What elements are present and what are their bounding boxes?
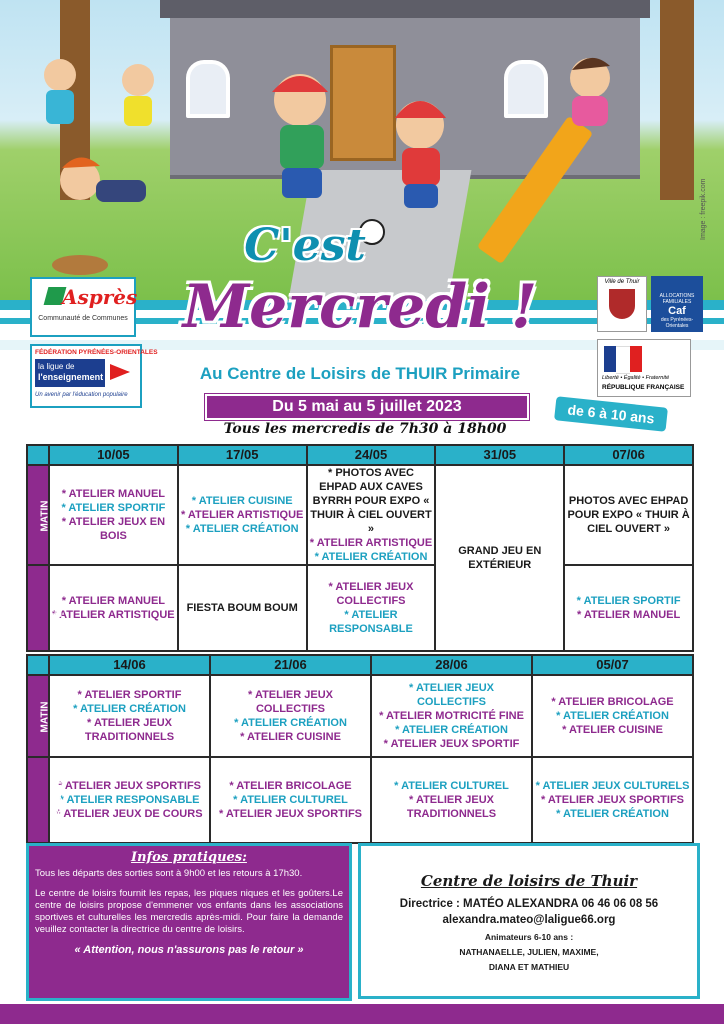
activity-cell bbox=[564, 465, 693, 565]
activity-item: * ATELIER JEUX DE COURS bbox=[56, 808, 203, 820]
ligue-box bbox=[35, 359, 105, 387]
age-badge: de 6 à 10 ans bbox=[554, 396, 668, 432]
activity-cell bbox=[532, 675, 693, 757]
caf-line1: ALLOCATIONS FAMILIALES bbox=[659, 293, 695, 305]
row-label-matin: MATIN bbox=[27, 675, 49, 757]
activity-cell bbox=[178, 465, 307, 565]
subtitle: Au Centre de Loisirs de THUIR Primaire bbox=[199, 364, 521, 383]
image-credit: Image : freepik.com bbox=[700, 178, 707, 240]
date-header: 31/05 bbox=[435, 445, 564, 465]
activity-item: * ATELIER CRÉATION bbox=[556, 710, 669, 722]
activity-item: * ATELIER BRICOLAGE bbox=[551, 696, 674, 708]
republique-francaise-logo bbox=[597, 339, 691, 397]
activity-item: * ATELIER JEUX CULTURELS bbox=[535, 780, 690, 792]
activity-item: * ATELIER CULTUREL bbox=[233, 794, 348, 806]
activity-cell bbox=[307, 465, 436, 565]
activity-cell bbox=[49, 565, 178, 651]
activity-item: * ATELIER CRÉATION bbox=[234, 717, 347, 729]
title-line1: C'est bbox=[244, 220, 366, 271]
ligue-federation: FÉDÉRATION PYRÉNÉES-ORIENTALES bbox=[35, 349, 158, 356]
title-line2: Mercredi ! bbox=[182, 272, 538, 342]
row-label-apres-midi: APRÈS-MIDI bbox=[27, 757, 49, 843]
activity-item: * ATELIER SPORTIF bbox=[61, 502, 166, 514]
animators-title: Animateurs 6-10 ans : bbox=[484, 932, 574, 942]
activity-cell bbox=[210, 675, 371, 757]
activity-item: * ATELIER JEUX SPORTIF bbox=[383, 738, 520, 750]
activity-item: * ATELIER BRICOLAGE bbox=[229, 780, 352, 792]
aspres-name: Asprès bbox=[62, 285, 138, 309]
activity-cell bbox=[371, 675, 532, 757]
ligue-name2: l'enseignement bbox=[38, 372, 104, 382]
activity-item: * ATELIER CUISINE bbox=[562, 724, 663, 736]
ligue-arrow-icon bbox=[110, 364, 130, 380]
date-header: 10/05 bbox=[49, 445, 178, 465]
activity-item: * ATELIER MANUEL bbox=[61, 595, 166, 607]
activity-item: * ATELIER CRÉATION bbox=[395, 724, 508, 736]
flag-red bbox=[630, 346, 642, 372]
activity-item: * ATELIER RESPONSABLE bbox=[59, 794, 200, 806]
activity-item: * ATELIER JEUX SPORTIFS bbox=[540, 794, 685, 806]
animators-line-2: DIANA ET MATHIEU bbox=[488, 962, 570, 972]
activity-item: * ATELIER JEUX EN BOIS bbox=[61, 516, 166, 542]
table-corner bbox=[27, 445, 49, 465]
schedule-table-2 bbox=[26, 654, 694, 844]
activity-item: * ATELIER MANUEL bbox=[61, 488, 166, 500]
activity-item: * ATELIER CULTUREL bbox=[394, 780, 509, 792]
date-header: 14/06 bbox=[49, 655, 210, 675]
activity-item: * ATELIER JEUX SPORTIFS bbox=[57, 780, 202, 792]
activity-cell bbox=[371, 757, 532, 843]
opening-hours: Tous les mercredis de 7h30 à 18h00 bbox=[223, 421, 507, 437]
activity-item: * ATELIER CUISINE bbox=[240, 731, 341, 743]
contact-email[interactable]: alexandra.mateo@laligue66.org bbox=[442, 914, 616, 926]
activity-cell bbox=[49, 757, 210, 843]
activity-item: * ATELIER JEUX TRADITIONNELS bbox=[406, 794, 497, 820]
activity-item: * ATELIER ARTISTIQUE bbox=[52, 609, 175, 621]
contact-box bbox=[358, 843, 700, 999]
activity-item: FIESTA BOUM BOUM bbox=[186, 602, 298, 614]
date-header: 07/06 bbox=[564, 445, 693, 465]
info-title: Infos pratiques: bbox=[131, 850, 247, 865]
thuir-name: Ville de Thuir bbox=[604, 279, 640, 285]
date-header: 17/05 bbox=[178, 445, 307, 465]
flag-blue bbox=[604, 346, 616, 372]
date-header: 28/06 bbox=[371, 655, 532, 675]
activity-item: * ATELIER JEUX COLLECTIFS bbox=[248, 689, 333, 715]
activity-item: * ATELIER CRÉATION bbox=[73, 703, 186, 715]
activity-cell bbox=[532, 757, 693, 843]
row-label-matin: MATIN bbox=[27, 465, 49, 565]
contact-director: Directrice : MATÉO ALEXANDRA 06 46 06 08 56 bbox=[399, 898, 659, 910]
rf-name: RÉPUBLIQUE FRANÇAISE bbox=[602, 384, 685, 391]
aspres-sub: Communauté de Communes bbox=[38, 315, 128, 322]
ligue-tagline: Un avenir par l'éducation populaire bbox=[35, 392, 128, 398]
activity-item: * ATELIER MANUEL bbox=[576, 609, 681, 621]
aspres-logo bbox=[30, 277, 136, 337]
caf-line2: Caf bbox=[668, 305, 686, 317]
caf-logo bbox=[651, 276, 703, 332]
info-paragraph-2: Le centre de loisirs fournit les repas, les piques niques et les goûters.Le centre de loisirs propose d'emmener vos enfants dans les associations sportives et culturelles les mercredis après-midi. Pour faire la demande veuillez contacter la directrice du centre de loisirs. bbox=[35, 888, 343, 935]
activity-cell bbox=[49, 465, 178, 565]
date-range: Du 5 mai au 5 juillet 2023 bbox=[205, 394, 529, 420]
thuir-logo bbox=[597, 276, 647, 332]
activity-cell bbox=[307, 565, 436, 651]
activity-item: * ATELIER JEUX COLLECTIFS bbox=[409, 682, 494, 708]
activity-cell bbox=[49, 675, 210, 757]
date-header: 21/06 bbox=[210, 655, 371, 675]
footer-band bbox=[0, 1004, 724, 1024]
activity-item: * ATELIER CUISINE bbox=[191, 495, 293, 507]
activity-item: * ATELIER CRÉATION bbox=[314, 551, 428, 563]
activity-item: * PHOTOS AVEC EHPAD AUX CAVES BYRRH POUR EXPO « THUIR À CIEL OUVERT » bbox=[310, 467, 432, 535]
ligue-logo bbox=[30, 344, 158, 408]
activity-item: * ATELIER ARTISTIQUE bbox=[180, 509, 304, 521]
info-warning: « Attention, nous n'assurons pas le retour » bbox=[74, 944, 304, 956]
activity-item: * ATELIER MOTRICITÉ FINE bbox=[379, 710, 524, 722]
activity-item: GRAND JEU EN EXTÉRIEUR bbox=[458, 545, 542, 571]
activity-cell bbox=[435, 465, 564, 651]
activity-cell bbox=[210, 757, 371, 843]
date-header: 24/05 bbox=[307, 445, 436, 465]
table-corner bbox=[27, 655, 49, 675]
ligue-name1: la ligue de bbox=[38, 362, 75, 371]
thuir-crest-icon bbox=[609, 289, 635, 319]
info-paragraph-1: Tous les départs des sorties sont à 9h00 et les retours à 17h30. bbox=[35, 868, 303, 879]
caf-line3: des Pyrénées-Orientales bbox=[660, 317, 694, 329]
animators-line-1: NATHANAELLE, JULIEN, MAXIME, bbox=[459, 947, 599, 957]
row-label-apres-midi: APRÈS-MIDI bbox=[27, 565, 49, 651]
activity-cell bbox=[564, 565, 693, 651]
activity-item: * ATELIER JEUX SPORTIFS bbox=[218, 808, 363, 820]
rf-motto: Liberté • Égalité • Fraternité bbox=[602, 375, 670, 381]
activity-cell bbox=[178, 565, 307, 651]
activity-item: * ATELIER SPORTIF bbox=[576, 595, 681, 607]
activity-item: * ATELIER RESPONSABLE bbox=[329, 609, 413, 635]
schedule-table-1 bbox=[26, 444, 694, 652]
activity-item: PHOTOS AVEC EHPAD POUR EXPO « THUIR À CIEL OUVERT » bbox=[567, 495, 690, 535]
info-box bbox=[26, 843, 352, 1001]
date-header: 05/07 bbox=[532, 655, 693, 675]
activity-item: * ATELIER ARTISTIQUE bbox=[309, 537, 433, 549]
flag-white bbox=[616, 346, 630, 374]
activity-item: * ATELIER SPORTIF bbox=[77, 689, 182, 701]
activity-item: * ATELIER JEUX COLLECTIFS bbox=[328, 581, 414, 607]
activity-item: * ATELIER CRÉATION bbox=[185, 523, 299, 535]
activity-item: * ATELIER JEUX TRADITIONNELS bbox=[84, 717, 175, 743]
activity-item: * ATELIER CRÉATION bbox=[556, 808, 669, 820]
contact-title: Centre de loisirs de Thuir bbox=[420, 872, 638, 890]
